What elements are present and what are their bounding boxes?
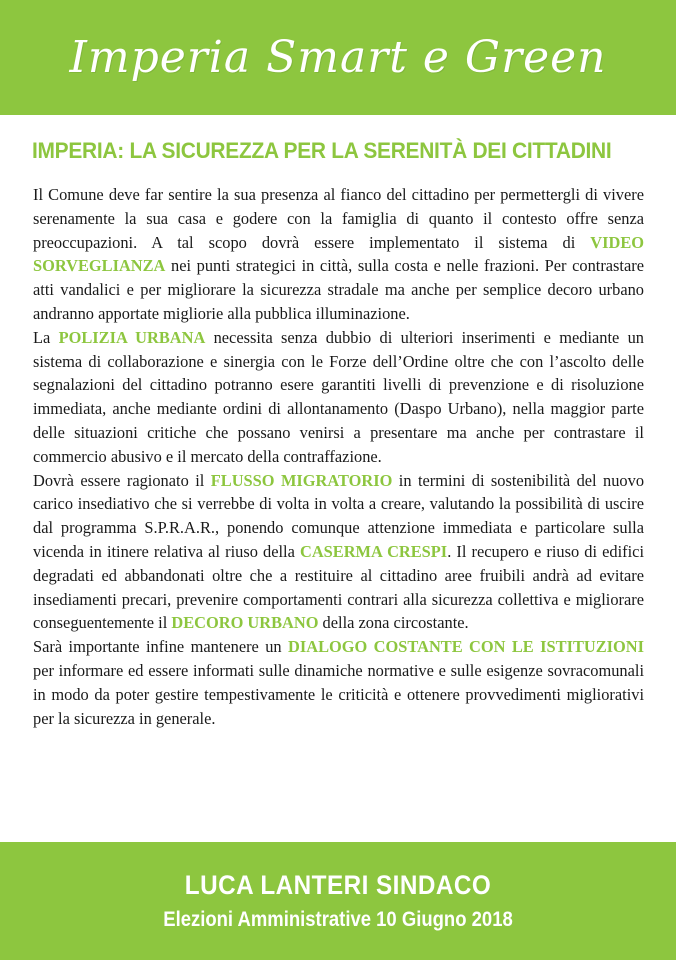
- paragraph-dialogo-istituzioni: [33, 635, 644, 730]
- text-segment: . Il recupero e riuso di edifici degradati ed abbandonati oltre che a restituire al cittadino aree fruibili andrà ad evitare insediamenti precari, prevenire comportamenti contrari alla sicurezza collettiva e migliorare conseguentemente il: [33, 541, 645, 633]
- text-segment: in termini di sostenibilità del nuovo carico insediativo che si verrebbe di volta in volta a creare, valutando la possibilità di uscire dal programma S.P.R.A.R., ponendo comunque attenzione immediata e particolare sulla vicenda in itinere relativa al riuso della: [33, 470, 645, 561]
- highlight-decoro-urbano: DECORO URBANO: [171, 613, 319, 633]
- text-segment: Il Comune deve far sentire la sua presenza al fianco del cittadino per permettergli di vivere serenamente la sua casa e godere con la famiglia di quanto il contesto offre senza preoccupazioni. A tal scopo dovrà essere implementato il sistema di: [33, 185, 644, 252]
- highlight-dialogo-costante: DIALOGO COSTANTE CON LE ISTITUZIONI: [288, 637, 644, 657]
- banner-title: Imperia Smart e Green: [69, 32, 607, 83]
- footer-banner: [0, 842, 676, 960]
- paragraph-video-sorveglianza: [33, 183, 644, 326]
- highlight-flusso-migratorio: FLUSSO MIGRATORIO: [210, 470, 393, 490]
- text-segment: La: [33, 327, 59, 347]
- election-date: Elezioni Amministrative 10 Giugno 2018: [163, 908, 513, 931]
- text-segment: Sarà importante infine mantenere un: [33, 637, 289, 657]
- article-body: [33, 183, 644, 730]
- page-headline: IMPERIA: LA SICUREZZA PER LA SERENITÀ DEI CITTADINI: [32, 138, 612, 163]
- paragraph-flusso-migratorio: [33, 469, 644, 636]
- header-banner: [0, 0, 676, 115]
- text-segment: nei punti strategici in città, sulla costa e nelle frazioni. Per contrastare atti vandalici e per migliorare la sicurezza stradale ma anche per semplice decoro urbano andranno apportate migliorie alla pubblica illuminazione.: [33, 256, 644, 323]
- text-segment: Dovrà essere ragionato il: [33, 470, 211, 490]
- candidate-name: LUCA LANTERI SINDACO: [184, 870, 492, 900]
- highlight-polizia-urbana: POLIZIA URBANA: [58, 327, 206, 347]
- text-segment: necessita senza dubbio di ulteriori inserimenti e mediante un sistema di collaborazione e sinergia con le Forze dell’Ordine oltre che con l’ascolto delle segnalazioni del cittadino potranno esere garantiti livelli di prevenzione e di risoluzione immediata, anche mediante ordini di allontanamento (Daspo Urbano), nella maggior parte delle situazioni critiche che possano venirsi a presentare ma anche per contrastare il commercio abusivo e il mercato della contraffazione.: [33, 327, 644, 466]
- highlight-caserma-crespi: CASERMA CRESPI: [300, 541, 448, 561]
- text-segment: della zona circostante.: [318, 613, 469, 633]
- text-segment: per informare ed essere informati sulle dinamiche normative e sulle esigenze sovracomunali in modo da poter gestire tempestivamente le criticità e ottenere provvedimenti migliorativi per la sicurezza in generale.: [33, 660, 644, 728]
- paragraph-polizia-urbana: [33, 326, 644, 469]
- highlight-video-sorveglianza: VIDEO SORVEGLIANZA: [33, 232, 644, 276]
